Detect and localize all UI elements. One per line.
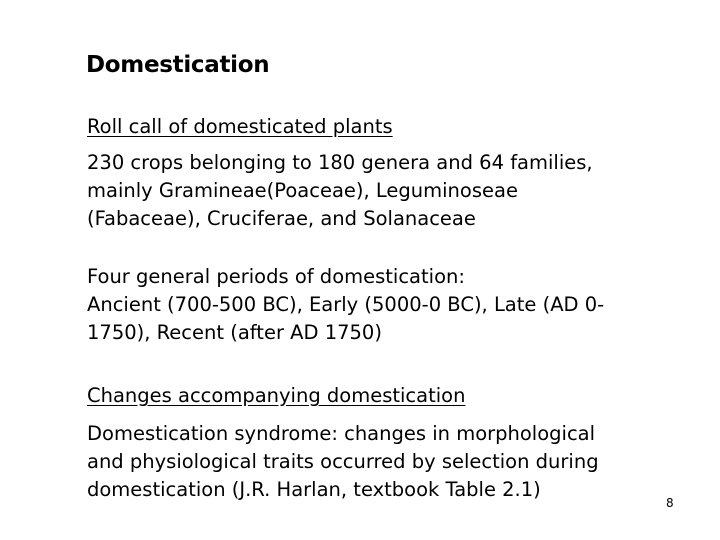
paragraph-periods-line: Ancient (700-500 BC), Early (5000-0 BC), Late (AD 0- [87,293,605,316]
slide-title: Domestication [86,52,270,78]
paragraph-crops-line: mainly Gramineae(Poaceae), Leguminoseae [87,179,518,202]
paragraph-syndrome-line: Domestication syndrome: changes in morphological [87,422,596,445]
heading-changes: Changes accompanying domestication [87,384,466,407]
paragraph-crops-line: (Fabaceae), Cruciferae, and Solanaceae [87,207,476,230]
page-number: 8 [666,496,674,510]
paragraph-crops [87,149,593,233]
paragraph-periods [87,263,604,347]
paragraph-periods-line: Four general periods of domestication: [87,265,465,288]
paragraph-periods-line: 1750), Recent (after AD 1750) [87,321,382,344]
paragraph-syndrome-line: and physiological traits occurred by selection during [87,450,599,473]
paragraph-syndrome [87,420,599,504]
paragraph-syndrome-line: domestication (J.R. Harlan, textbook Table 2.1) [87,478,541,501]
heading-roll-call: Roll call of domesticated plants [87,115,393,138]
paragraph-crops-line: 230 crops belonging to 180 genera and 64 families, [87,151,593,174]
